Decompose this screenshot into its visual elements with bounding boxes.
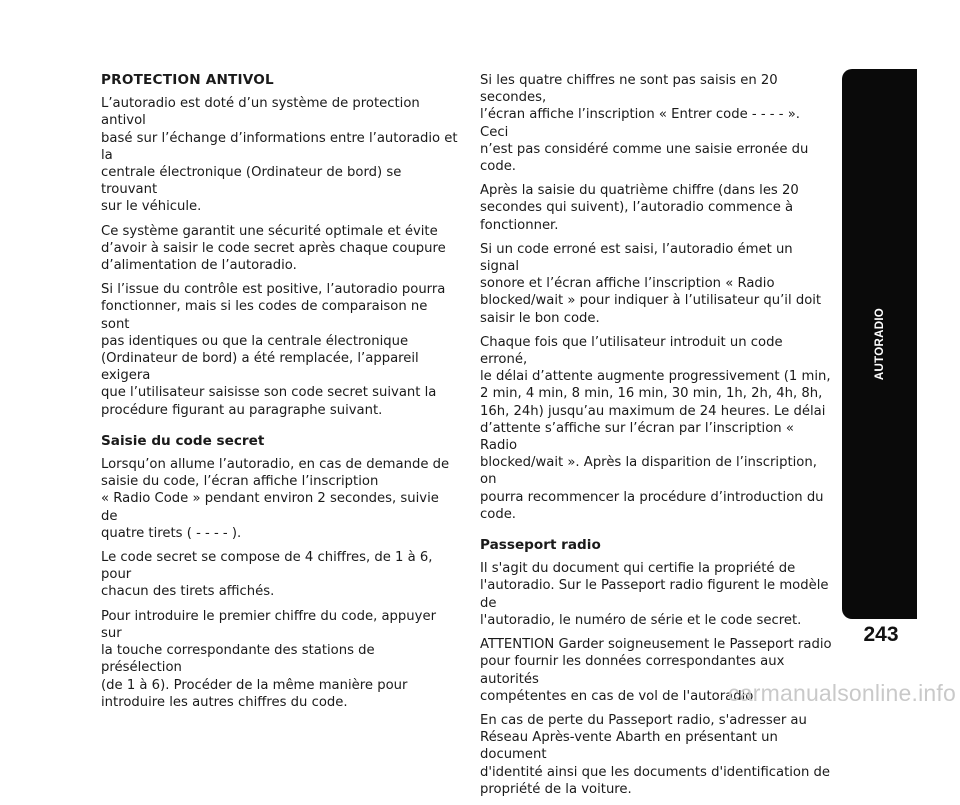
page-number: 243 (863, 623, 899, 646)
paragraph-enter-digits: Pour introduire le premier chiffre du code, appuyer sur la touche correspondante des stations de présélection (de 1 à 6). Procéder de la même manière pour introduire les autres chiffres du code. (101, 608, 436, 710)
paragraph-timeout: Si les quatre chiffres ne sont pas saisis en 20 secondes, l’écran affiche l’inscription « Entrer code - - - - ». Ceci n’est pas considéré comme une saisie erronée du code. (480, 73, 809, 175)
paragraph-wait-delay: Chaque fois que l’utilisateur introduit un code erroné, le délai d’attente augmente progressivement (1 min, 2 min, 4 min, 8 min, 16 min, 30 min, 1h, 2h, 4h, 8h, 16h, 24h) jusqu’au maximum de 24 heures. Le délai d’attente s’affiche sur l’écran par l’inscription « Radio blocked/wait ». Après la disparition de l’inscription, on pourra recommencer la procédure d’introduction du code. (480, 334, 831, 522)
paragraph-attention: ATTENTION Garder soigneusement le Passeport radio pour fournir les données correspondantes aux autorités compétentes en cas de vol de l'autoradio. (480, 637, 832, 704)
paragraph-antivol-intro: L’autoradio est doté d’un système de protection antivol basé sur l’échange d’informations entre l’autoradio et la centrale électronique (Ordinateur de bord) se trouvant sur le véhicule. (101, 96, 458, 215)
subheading-saisie-code: Saisie du code secret (101, 432, 265, 449)
paragraph-radio-code: Lorsqu’on allume l’autoradio, en cas de demande de saisie du code, l’écran affiche l’inscription « Radio Code » pendant environ 2 secondes, suivie de quatre tirets ( - - - - ). (101, 457, 450, 541)
paragraph-control-result: Si l’issue du contrôle est positive, l’autoradio pourra fonctionner, mais si les codes de comparaison ne sont pas identiques ou que la centrale électronique (Ordinateur de bord) a été remplacée, l’appareil exigera que l’utilisateur saisisse son code secret suivant la procédure figurant au paragraphe suivant. (101, 282, 446, 418)
left-column (101, 72, 459, 718)
paragraph-security: Ce système garantit une sécurité optimale et évite d’avoir à saisir le code secret après chaque coupure d’alimentation de l’autoradio. (101, 223, 446, 274)
paragraph-fourth-digit: Après la saisie du quatrième chiffre (dans les 20 secondes qui suivent), l’autoradio commence à fonctionner. (480, 183, 799, 233)
paragraph-passport-loss: En cas de perte du Passeport radio, s'adresser au Réseau Après-vente Abarth en présentant un document d'identité ainsi que les documents d'identification de propriété de la voiture. (480, 712, 831, 797)
paragraph-passport-definition: Il s'agit du document qui certifie la propriété de l'autoradio. Sur le Passeport radio figurent le modèle de l'autoradio, le numéro de série et le code secret. (480, 561, 829, 628)
section-side-tab (842, 69, 917, 619)
section-heading-protection-antivol: PROTECTION ANTIVOL (101, 72, 274, 88)
paragraph-wrong-code: Si un code erroné est saisi, l’autoradio émet un signal sonore et l’écran affiche l’inscription « Radio blocked/wait » pour indiquer à l’utilisateur qu’il doit saisir le bon code. (480, 241, 822, 326)
subheading-passeport-radio: Passeport radio (480, 537, 601, 554)
watermark: carmanualsonline.info (728, 680, 956, 706)
side-tab-label: AUTORADIO (873, 307, 886, 381)
paragraph-code-digits: Le code secret se compose de 4 chiffres, de 1 à 6, pour chacun des tirets affichés. (101, 550, 433, 600)
